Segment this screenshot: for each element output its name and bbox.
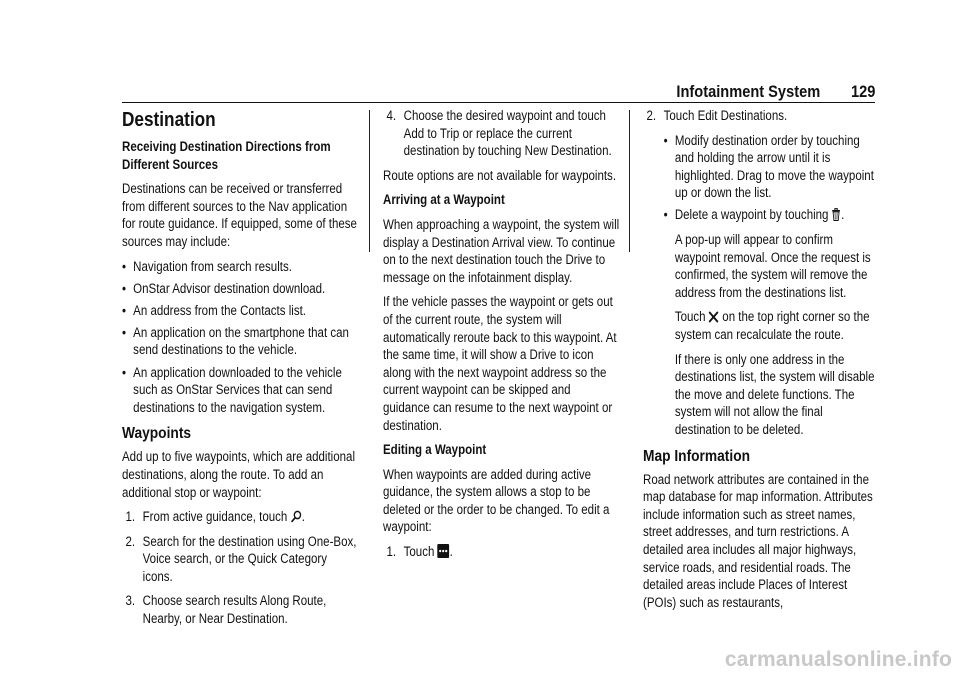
step-text: Touch xyxy=(403,544,435,560)
list-item: • An application on the smartphone that can send destinations to the vehicle. xyxy=(122,324,359,359)
page-number: 129 xyxy=(850,82,875,101)
paragraph: When approaching a waypoint, the system will display a Destination Arrival view. To continue on to the next destination touch the Drive to message on the infotainment display. xyxy=(383,216,620,285)
paragraph: If there is only one address in the destinations list, the system will disable the move and delete functions. The system will not allow the final destination to be deleted. xyxy=(674,351,875,437)
page-header xyxy=(122,80,875,103)
step-item xyxy=(122,592,359,627)
step-number: 2. xyxy=(125,533,136,549)
paragraph: Road network attributes are contained in the map database for map information. Attributes include information such as street names, street addresses, and turn restrictions. A detailed area includes all major highways, service roads, and residential roads. The detailed areas include Places of Interest (POIs) such as restaurants, xyxy=(643,471,873,610)
step-item: 1. Touch . xyxy=(386,544,453,560)
list-item: • OnStar Advisor destination download. xyxy=(122,280,359,298)
column-divider xyxy=(629,110,630,252)
paragraph: Route options are not available for waypoints. xyxy=(383,167,617,183)
paragraph: When waypoints are added during active guidance, the system allows a stop to be deleted or the order to be changed. To edit a waypoint: xyxy=(383,466,610,535)
editing-subheading: Editing a Waypoint xyxy=(383,442,487,458)
step-number: 4. xyxy=(386,108,397,123)
step-item xyxy=(643,107,880,125)
step-number: 1. xyxy=(386,544,397,560)
paragraph: Touch on the top right corner so the system can recalculate the route. xyxy=(674,309,870,343)
column-divider xyxy=(369,110,370,252)
paragraph: Add up to five waypoints, which are additional destinations, along the route. To add an additional stop or waypoint: xyxy=(122,449,356,500)
list-item: • An application downloaded to the vehicle such as OnStar Services that can send destinations to the navigation system. xyxy=(122,364,359,417)
list-item: • Modify destination order by touching and holding the arrow until it is highlighted. Drag to move the waypoint up or down the list. xyxy=(664,132,881,202)
close-x-icon xyxy=(709,311,719,323)
trash-icon xyxy=(832,208,841,221)
watermark: carmanualsonline.info xyxy=(724,648,952,671)
search-icon xyxy=(291,510,302,523)
step-text: From active guidance, touch xyxy=(142,509,288,525)
step-text: Choose the desired waypoint and touch Add to Trip or replace the current destination by touching New Destination. xyxy=(403,108,612,159)
step-item xyxy=(383,107,620,160)
list-item: • Delete a waypoint by touching . A pop-up will appear to confirm waypoint removal. Once the request is confirmed, the system will remove the address from the destinations list. Touch on the top right corner so the system can recalculate the route. If there is only one address in the destinations list, the system will disable the move and delete functions. The system will not allow the final destination to be deleted. xyxy=(664,206,881,438)
destination-heading: Destination xyxy=(122,109,216,131)
step-text: Search for the destination using One-Box, Voice search, or the Quick Category icons. xyxy=(142,533,357,584)
section-title: Infotainment System xyxy=(676,82,821,101)
step-number: 1. xyxy=(125,509,136,525)
column-3 xyxy=(643,107,881,618)
step-text: Touch Edit Destinations. xyxy=(663,108,788,123)
paragraph: A pop-up will appear to confirm waypoint removal. Once the request is confirmed, the system will remove the address from the destinations list. xyxy=(674,232,871,300)
column-2 xyxy=(383,107,621,568)
step-item xyxy=(122,533,359,586)
list-item: • Navigation from search results. xyxy=(122,258,359,276)
step-number: 3. xyxy=(125,593,136,609)
paragraph: Destinations can be received or transferred from different sources to the Nav application for route guidance. If equipped, some of these sources may include: xyxy=(122,181,357,249)
receiving-subheading: Receiving Destination Directions from Different Sources xyxy=(122,139,331,172)
more-menu-icon xyxy=(438,544,450,558)
step-text: Choose search results Along Route, Nearby, or Near Destination. xyxy=(142,593,327,627)
map-information-heading: Map Information xyxy=(643,447,751,465)
arriving-subheading: Arriving at a Waypoint xyxy=(383,192,505,208)
column-1 xyxy=(122,107,360,635)
list-item: • An address from the Contacts list. xyxy=(122,302,359,320)
waypoints-heading: Waypoints xyxy=(122,425,192,443)
step-number: 2. xyxy=(646,108,657,123)
paragraph: If the vehicle passes the waypoint or gets out of the current route, the system will automatically reroute back to this waypoint. At the same time, it will show a Drive to icon along with the next waypoint address so the current waypoint can be skipped and guidance can resume to the next waypoint or destination. xyxy=(383,294,617,433)
step-item: 1. From active guidance, touch . xyxy=(125,509,305,525)
